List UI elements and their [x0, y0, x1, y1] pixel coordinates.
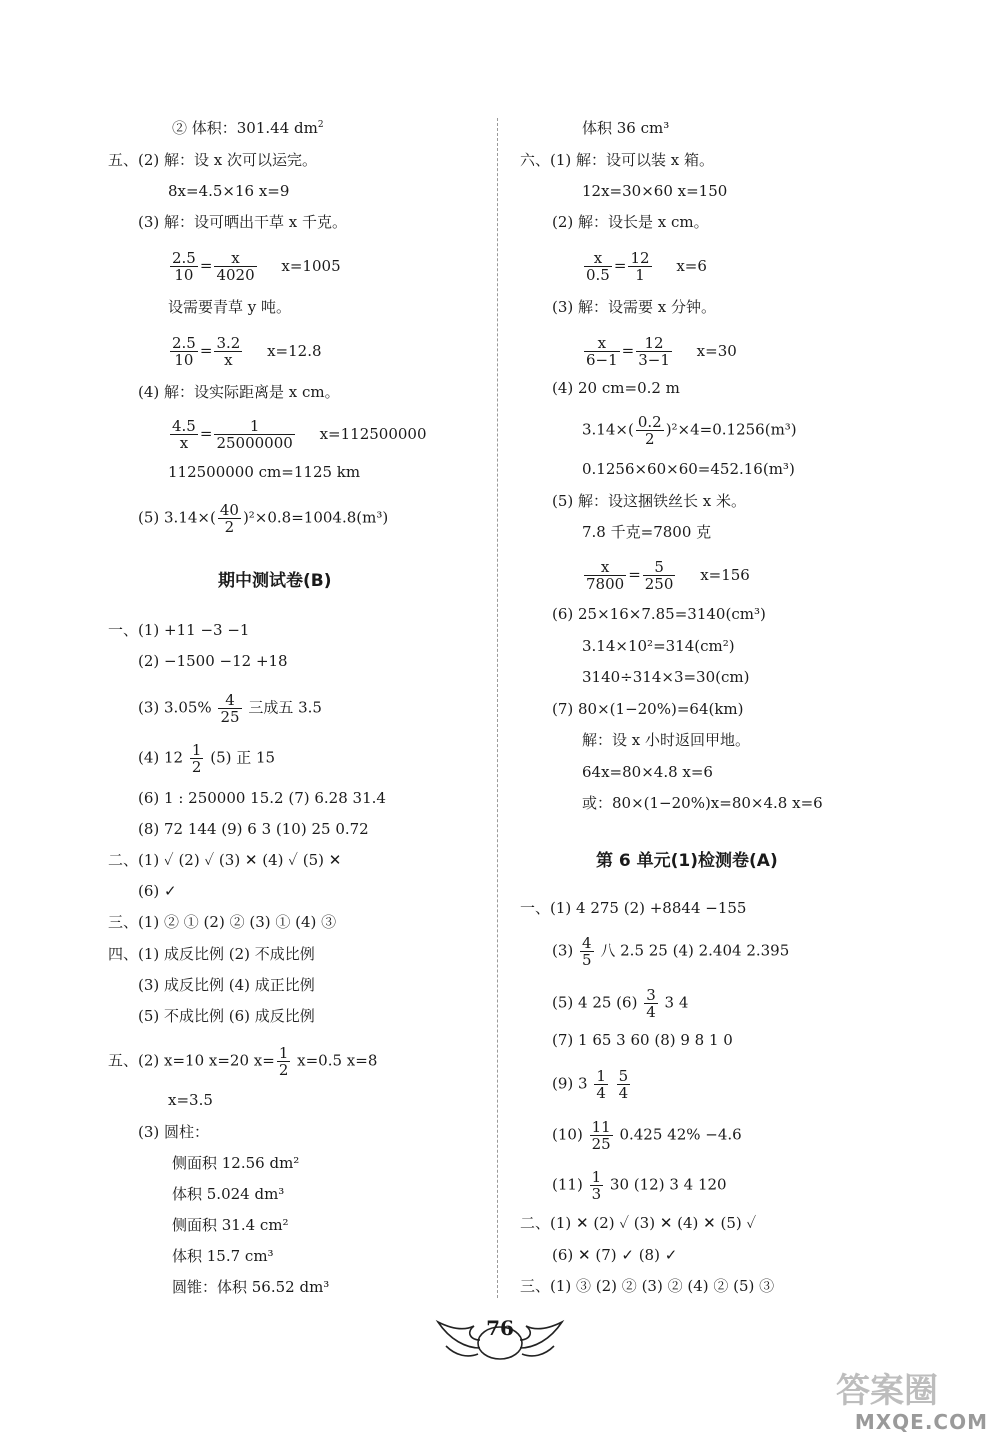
- answer-line: 设需要青草 y 吨。: [168, 298, 292, 316]
- answer-line: 侧面积 12.56 dm²: [172, 1154, 300, 1172]
- fraction: $\frac{x}{7800}$: [586, 558, 625, 593]
- answer-line: (7) 80×(1−20%)=64(km): [552, 700, 744, 718]
- watermark-logo-text: 答案圈: [836, 1371, 938, 1411]
- answer-line: (3) 解：设可晒出干草 x 千克。: [138, 213, 348, 231]
- fraction: $\frac{5}{250}$: [644, 558, 674, 593]
- answer-line: 三、(1) ③ (2) ② (3) ② (4) ② (5) ③: [520, 1277, 775, 1295]
- answer-line: 或：80×(1−20%)x=80×4.8 x=6: [582, 794, 823, 812]
- answer-line: (6) 1 : 250000 15.2 (7) 6.28 31.4: [138, 789, 386, 807]
- equation-line: 3.14×( $\frac{0.2}{2}$ )²×4=0.1256(m³): [582, 413, 797, 448]
- answer-line: (3) 解：设需要 x 分钟。: [552, 298, 717, 316]
- answer-line: 64x=80×4.8 x=6: [582, 763, 713, 781]
- equation-line: $\frac{x}{0.5}$ = $\frac{12}{1}$ x=6: [586, 249, 707, 284]
- answer-line: 二、(1) ✕ (2) ✓ (3) ✕ (4) ✕ (5) ✓: [520, 1214, 757, 1232]
- equation-line: $\frac{2.5}{10}$ = $\frac{x}{4020}$ x=1005: [172, 249, 341, 284]
- answer-line: (5) 解：设这捆铁丝长 x 米。: [552, 492, 747, 510]
- answer-line: 7.8 千克=7800 克: [582, 523, 712, 541]
- answer-line: (3) 3.05% $\frac{4}{25}$ 三成五 3.5: [138, 691, 322, 726]
- fraction: $\frac{11}{25}$: [591, 1118, 611, 1153]
- fraction: $\frac{1}{3}$: [591, 1168, 602, 1203]
- answer-line: (2) −1500 −12 +18: [138, 652, 288, 670]
- answer-line: (3) 圆柱：: [138, 1123, 210, 1141]
- answer-line: 8x=4.5×16 x=9: [168, 182, 290, 200]
- answer-line: (5) 不成比例 (6) 成反比例: [138, 1007, 315, 1025]
- answer-line: (11) $\frac{1}{3}$ 30 (12) 3 4 120: [552, 1168, 727, 1203]
- answer-line: (9) 3 $\frac{1}{4}$ $\frac{5}{4}$: [552, 1067, 629, 1102]
- answer-line: (4) 解：设实际距离是 x cm。: [138, 383, 340, 401]
- fraction: $\frac{3.2}{x}$: [216, 334, 241, 369]
- fraction: $\frac{2.5}{10}$: [172, 334, 196, 369]
- section-heading: 第 6 单元(1)检测卷(A): [596, 851, 778, 871]
- answer-line: 侧面积 31.4 cm²: [172, 1216, 289, 1234]
- answer-line: (3) 成反比例 (4) 成正比例: [138, 976, 315, 994]
- answer-line: 解：设 x 小时返回甲地。: [582, 731, 750, 749]
- answer-line: 体积 36 cm³: [582, 119, 670, 137]
- answer-line: 圆锥：体积 56.52 dm³: [172, 1278, 330, 1296]
- fraction: $\frac{12}{3-1}$: [638, 334, 670, 369]
- answer-line: 四、(1) 成反比例 (2) 不成比例: [108, 945, 315, 963]
- watermark-text: MXQE.COM: [854, 1410, 988, 1434]
- fraction: $\frac{1}{25000000}$: [216, 417, 293, 452]
- page-number-badge: [430, 1300, 570, 1370]
- fraction: $\frac{0.2}{2}$: [637, 413, 662, 448]
- fraction: $\frac{4}{5}$: [582, 934, 592, 969]
- watermark-logo-icon: [828, 1364, 988, 1412]
- answer-line: (6) ✕ (7) ✓ (8) ✓: [552, 1246, 678, 1264]
- answer-line: 体积 15.7 cm³: [172, 1247, 274, 1265]
- equation-line: (5) 3.14×( $\frac{40}{2}$ )²×0.8=1004.8(m³): [138, 501, 389, 536]
- equation-line: $\frac{2.5}{10}$ = $\frac{3.2}{x}$ x=12.8: [172, 334, 322, 369]
- answer-line: (10) $\frac{11}{25}$ 0.425 42% −4.6: [552, 1118, 742, 1153]
- equation-line: $\frac{x}{7800}$ = $\frac{5}{250}$ x=156: [586, 558, 750, 593]
- answer-line: 五、(2) x=10 x=20 x= $\frac{1}{2}$ x=0.5 x=8: [108, 1044, 378, 1079]
- fraction: $\frac{1}{2}$: [278, 1044, 289, 1079]
- answer-line: 体积 5.024 dm³: [172, 1185, 285, 1203]
- fraction: $\frac{12}{1}$: [630, 249, 650, 284]
- fraction: $\frac{x}{4020}$: [216, 249, 255, 284]
- answer-line: 112500000 cm=1125 km: [168, 463, 361, 481]
- answer-line: (2) 解：设长是 x cm。: [552, 213, 709, 231]
- answer-line: 3.14×10²=314(cm²): [582, 637, 735, 655]
- fraction: $\frac{4.5}{x}$: [172, 417, 196, 452]
- answer-line: 一、(1) 4 275 (2) +8844 −155: [520, 899, 747, 917]
- answer-line: 一、(1) +11 −3 −1: [108, 621, 250, 639]
- answer-line: (4) 12 $\frac{1}{2}$ (5) 正 15: [138, 741, 276, 776]
- fraction: $\frac{40}{2}$: [219, 501, 239, 536]
- answer-line: (3) $\frac{4}{5}$ 八 2.5 25 (4) 2.404 2.395: [552, 934, 790, 969]
- fraction: $\frac{1}{4}$: [596, 1067, 606, 1102]
- equation-line: $\frac{x}{6-1}$ = $\frac{12}{3-1}$ x=30: [586, 334, 737, 369]
- fraction: $\frac{1}{2}$: [191, 741, 202, 776]
- answer-line: 12x=30×60 x=150: [582, 182, 728, 200]
- answer-line: (5) 4 25 (6) $\frac{3}{4}$ 3 4: [552, 986, 689, 1021]
- page-number: 76: [486, 1316, 514, 1340]
- column-divider: [497, 118, 498, 1298]
- answer-line: (4) 20 cm=0.2 m: [552, 379, 680, 397]
- fraction: $\frac{2.5}{10}$: [172, 249, 196, 284]
- answer-line: 3140÷314×3=30(cm): [582, 668, 750, 686]
- answer-line: 三、(1) ② ① (2) ② (3) ① (4) ③: [108, 913, 337, 931]
- equation-line: $\frac{4.5}{x}$ = $\frac{1}{25000000}$ x=112500000: [172, 417, 427, 452]
- answer-line: (8) 72 144 (9) 6 3 (10) 25 0.72: [138, 820, 369, 838]
- watermark: [828, 1364, 988, 1434]
- fraction: $\frac{4}{25}$: [220, 691, 240, 726]
- answer-line: (7) 1 65 3 60 (8) 9 8 1 0: [552, 1031, 733, 1049]
- answer-line: (6) 25×16×7.85=3140(cm³): [552, 605, 766, 623]
- fraction: $\frac{x}{6-1}$: [586, 334, 618, 369]
- answer-line: 0.1256×60×60=452.16(m³): [582, 460, 795, 478]
- answer-line: 五、(2) 解：设 x 次可以运完。: [108, 151, 318, 169]
- answer-line: 六、(1) 解：设可以装 x 箱。: [520, 151, 715, 169]
- fraction: $\frac{5}{4}$: [618, 1067, 629, 1102]
- answer-line: 二、(1) ✓ (2) ✓ (3) ✕ (4) ✓ (5) ✕: [108, 851, 342, 869]
- answer-line: ② 体积：301.44 $dm^2$: [172, 119, 324, 137]
- answer-line: (6) ✓: [138, 882, 177, 900]
- answer-line: x=3.5: [168, 1091, 213, 1109]
- fraction: $\frac{3}{4}$: [646, 986, 656, 1021]
- section-heading: 期中测试卷(B): [218, 571, 332, 591]
- fraction: $\frac{x}{0.5}$: [586, 249, 610, 284]
